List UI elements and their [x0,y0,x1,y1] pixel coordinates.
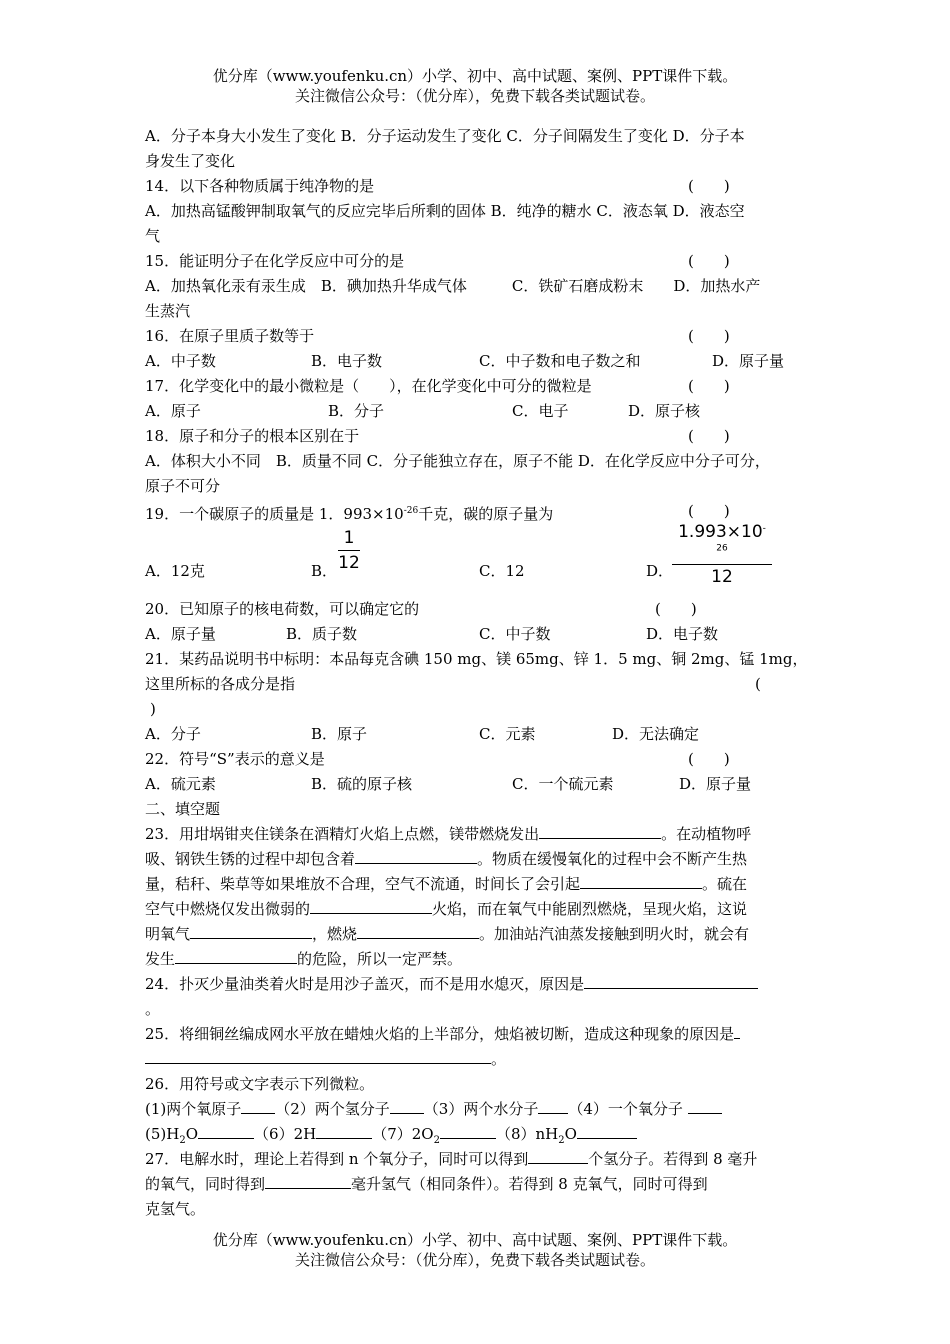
fraction-numerator: $1.993\times 10^{-26}$ [672,522,772,565]
answer-blank[interactable] [539,823,661,839]
q15-answer-paren: ( ) [688,252,730,270]
q22-option-c: C．一个硫元素 [512,775,614,793]
q26-row1: (1)两个氧原子 （2）两个氢分子 （3）两个水分子 （4）一个氧分子 [145,1098,722,1120]
answer-blank[interactable] [538,1098,568,1114]
q14-stem: 14．以下各种物质属于纯净物的是 [145,177,375,195]
q16-option-a: A．中子数 [145,352,216,370]
q14-options-line2: 气 [145,227,161,245]
q25-line2: 。 [145,1048,506,1070]
q16-answer-paren: ( ) [688,327,730,345]
q21-paren-close: ) [150,700,156,718]
q20-option-d: D．电子数 [646,625,719,643]
answer-blank[interactable] [198,1123,254,1139]
q15-options-line1: A．加热氧化汞有汞生成 B．碘加热升华成气体 C．铁矿石磨成粉末 D．加热水产 [145,277,761,295]
header-line-2: 关注微信公众号：（优分库），免费下载各类试题试卷。 [294,87,655,105]
q19-option-a: A．12克 [145,562,205,580]
q26-row2: $(5)H_2O$ （6）2H $(7)2O_2$ $(8)nH_2O$ [145,1123,637,1152]
q27-line3: 克氢气。 [145,1200,206,1218]
q18-options-line1: A．体积大小不同 B．质量不同 C．分子能独立存在，原子不能 D．在化学反应中分子可分， [145,452,770,470]
answer-blank[interactable] [390,1098,424,1114]
q16-stem: 16．在原子里质子数等于 [145,327,315,345]
q17-answer-paren: ( ) [688,377,730,395]
answer-blank[interactable] [734,1023,740,1039]
q21-option-d: D．无法确定 [612,725,700,743]
q17-option-c: C．电子 [512,402,569,420]
answer-blank[interactable] [241,1098,275,1114]
q19-option-c: C．12 [479,562,525,580]
q19-answer-paren: ( ) [688,502,730,520]
q21-option-a: A．分子 [145,725,201,743]
q27-line2: 的氧气，同时得到 毫升氢气（相同条件）。若得到 8 克氧气，同时可得到 [145,1175,708,1193]
q16-option-d: D．原子量 [712,352,785,370]
q23-line2: 吸、钢铁生锈的过程中却包含着 。物质在缓慢氧化的过程中会不断产生热 [145,850,748,868]
q19-option-d-label: D． [646,562,674,580]
q20-option-b: B．质子数 [286,625,358,643]
answer-blank[interactable] [310,898,432,914]
answer-blank[interactable] [577,1123,637,1139]
q14-answer-paren: ( ) [688,177,730,195]
q19-option-b-fraction [338,528,360,573]
answer-blank[interactable] [440,1123,496,1139]
q17-option-b: B．分子 [328,402,385,420]
q17-stem: 17．化学变化中的最小微粒是（ ），在化学变化中可分的微粒是 [145,377,592,395]
q24-line2: 。 [145,1000,161,1018]
q16-option-b: B．电子数 [311,352,383,370]
answer-blank[interactable] [175,948,297,964]
answer-blank[interactable] [584,973,758,989]
footer-line-1: 优分库（www.youfenku.cn）小学、初中、高中试题、案例、PPT课件下载。 [212,1231,738,1249]
q15-options-line2: 生蒸汽 [145,302,191,320]
q13-options-line1: A．分子本身大小发生了变化 B．分子运动发生了变化 C．分子间隔发生了变化 D．分子本 [145,127,745,145]
answer-blank[interactable] [357,923,479,939]
q19-stem: 19．一个碳原子的质量是 1．$993\times 10^{-26}$千克，碳的原子量为 [145,505,554,523]
q20-answer-paren: ( ) [655,600,697,618]
q23-line4: 空气中燃烧仅发出微弱的 火焰，而在氧气中能剧烈燃烧，呈现火焰，这说 [145,900,748,918]
answer-blank[interactable] [580,873,702,889]
q20-option-a: A．原子量 [145,625,216,643]
q20-option-c: C．中子数 [479,625,551,643]
answer-blank[interactable] [190,923,312,939]
q13-options-line2: 身发生了变化 [145,152,236,170]
fraction-numerator: 1 [338,528,360,551]
q24-line1: 24．扑灭少量油类着火时是用沙子盖灭，而不是用水熄灭，原因是 [145,973,758,995]
answer-blank[interactable] [528,1148,588,1164]
q22-answer-paren: ( ) [688,750,730,768]
section-heading: 二、填空题 [145,800,221,818]
answer-blank[interactable] [355,848,477,864]
q22-option-a: A．硫元素 [145,775,216,793]
q21-paren-open: ( [755,675,761,693]
answer-blank[interactable] [145,1048,491,1064]
q15-stem: 15．能证明分子在化学反应中可分的是 [145,252,405,270]
q14-options-line1: A．加热高锰酸钾制取氧气的反应完毕后所剩的固体 B．纯净的糖水 C．液态氧 D．液态空 [145,202,745,220]
fraction-denominator: 12 [711,567,733,587]
q27-line1: 27．电解水时，理论上若得到 n 个氧分子，同时可以得到 个氢分子。若得到 8 毫升 [145,1150,758,1168]
q23-line6: 发生 的危险，所以一定严禁。 [145,950,463,968]
q21-option-c: C．元素 [479,725,536,743]
q19-option-b-label: B． [311,562,338,580]
q17-option-a: A．原子 [145,402,201,420]
answer-blank[interactable] [688,1098,722,1114]
fraction-denominator: 12 [338,553,360,573]
answer-blank[interactable] [316,1123,372,1139]
header-line-1: 优分库（www.youfenku.cn）小学、初中、高中试题、案例、PPT课件下载。 [212,67,738,85]
q18-answer-paren: ( ) [688,427,730,445]
q23-line1: 23．用坩埚钳夹住镁条在酒精灯火焰上点燃，镁带燃烧发出 。在动植物呼 [145,825,752,843]
q23-line5: 明氧气 ，燃烧 。加油站汽油蒸发接触到明火时，就会有 [145,925,750,943]
q22-option-b: B．硫的原子核 [311,775,413,793]
q22-stem: 22．符号“S”表示的意义是 [145,750,325,768]
q18-options-line2: 原子不可分 [145,477,221,495]
q20-stem: 20．已知原子的核电荷数，可以确定它的 [145,600,420,618]
q23-line3: 量，秸秆、柴草等如果堆放不合理，空气不流通，时间长了会引起 。硫在 [145,875,748,893]
q26-stem: 26．用符号或文字表示下列微粒。 [145,1075,375,1093]
q18-stem: 18．原子和分子的根本区别在于 [145,427,360,445]
q19-option-d-fraction [672,522,772,587]
q21-stem-line2: 这里所标的各成分是指 [145,675,296,693]
q17-option-d: D．原子核 [628,402,701,420]
answer-blank[interactable] [265,1173,351,1189]
q22-option-d: D．原子量 [679,775,752,793]
q16-option-c: C．中子数和电子数之和 [479,352,641,370]
q21-stem-line1: 21．某药品说明书中标明：本品每克含碘 150 mg、镁 65mg、锌 1．5 mg、铜 2mg、锰 1mg， [145,650,808,668]
q25-line1: 25．将细铜丝编成网水平放在蜡烛火焰的上半部分，烛焰被切断，造成这种现象的原因是 [145,1023,740,1045]
footer-line-2: 关注微信公众号：（优分库），免费下载各类试题试卷。 [294,1251,655,1269]
q21-option-b: B．原子 [311,725,368,743]
